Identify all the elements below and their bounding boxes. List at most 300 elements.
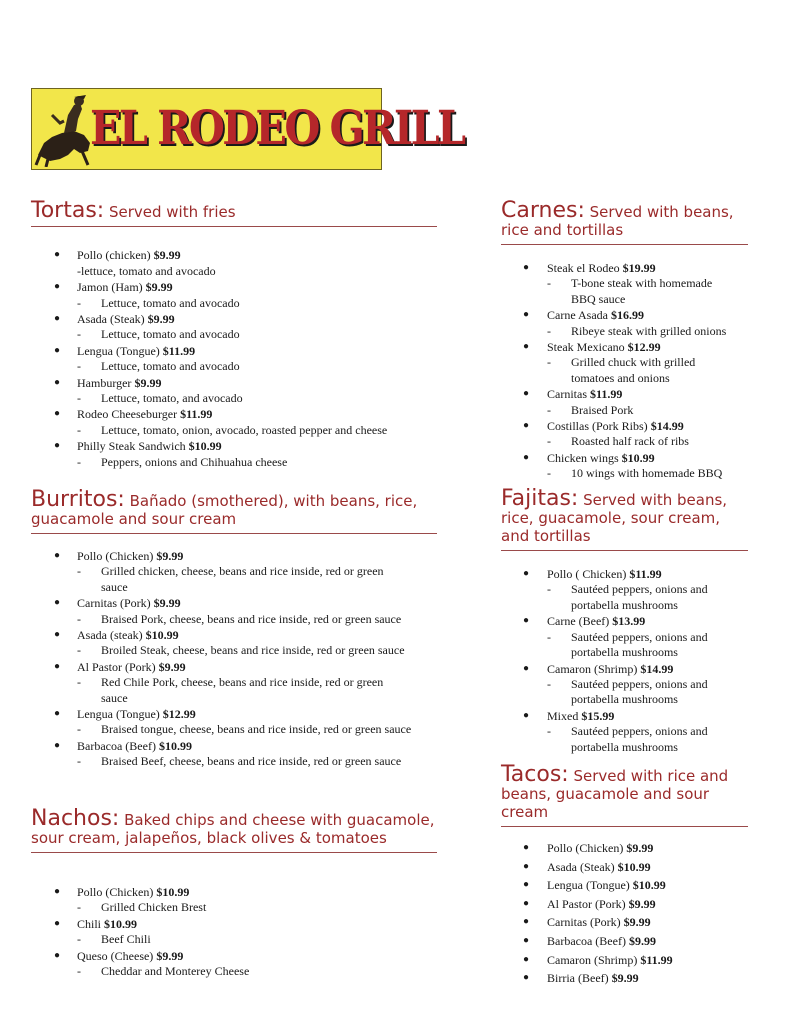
item-price: $10.99 <box>145 628 179 643</box>
item-price: $9.99 <box>153 248 181 262</box>
item-name: Steak el Rodeo <box>547 261 620 275</box>
menu-item-row <box>31 311 437 327</box>
menu-item <box>501 859 748 875</box>
item-description-text: Sautéed peppers, onions and <box>571 676 708 691</box>
item-description <box>501 724 748 740</box>
item-name: Carnitas (Pork) <box>547 915 621 930</box>
item-price: $9.99 <box>153 596 181 611</box>
dash-bullet: - <box>547 402 551 417</box>
bullet-icon: ● <box>523 568 530 579</box>
item-price: $19.99 <box>622 261 656 275</box>
burritos-item-list <box>31 548 437 770</box>
item-price: $15.99 <box>581 708 615 723</box>
bullet-icon: ● <box>523 842 530 853</box>
bullet-icon: ● <box>523 341 530 353</box>
bullet-icon: ● <box>54 408 61 420</box>
item-description-text: sauce <box>101 690 128 705</box>
bullet-icon: ● <box>523 615 530 627</box>
dash-bullet: - <box>77 611 81 626</box>
menu-item <box>31 311 437 343</box>
item-price: $12.99 <box>627 340 661 355</box>
menu-item-row <box>501 339 748 355</box>
bullet-icon: ● <box>523 897 530 909</box>
menu-item <box>501 661 748 708</box>
dash-bullet: - <box>547 724 551 739</box>
dash-bullet: - <box>77 900 81 915</box>
dash-bullet: - <box>77 327 81 342</box>
item-description <box>31 964 437 980</box>
item-description-text: Braised Beef, cheese, beans and rice inside, red or green sauce <box>101 754 402 769</box>
menu-item-row <box>501 933 748 949</box>
item-price: $9.99 <box>628 896 656 911</box>
item-description <box>501 598 748 614</box>
nachos-heading <box>31 806 437 847</box>
tortas-section <box>31 198 437 469</box>
menu-item <box>501 613 748 660</box>
bullet-icon: ● <box>54 313 61 325</box>
menu-item-row <box>31 548 437 564</box>
item-description <box>501 371 748 387</box>
bull-rider-icon <box>34 93 98 167</box>
item-name: Pollo (Chicken) <box>77 549 154 563</box>
item-name: Carne (Beef) <box>547 614 610 629</box>
item-description <box>501 434 748 450</box>
item-description <box>501 355 748 371</box>
bullet-icon: ● <box>523 916 530 928</box>
item-name: Jamon (Ham) <box>77 280 143 295</box>
item-name: Barbacoa (Beef) <box>77 738 156 753</box>
dash-bullet: - <box>77 295 81 310</box>
menu-item <box>31 916 437 948</box>
item-name: Philly Steak Sandwich <box>77 439 186 454</box>
item-price: $11.99 <box>629 567 662 581</box>
tortas-heading <box>31 198 437 223</box>
tacos-section <box>501 762 748 986</box>
item-name: Al Pastor (Pork) <box>77 659 156 674</box>
item-description <box>501 645 748 661</box>
carnes-item-list <box>501 260 748 482</box>
item-name: Barbacoa (Beef) <box>547 933 626 948</box>
fajitas-heading <box>501 486 748 545</box>
item-price: $9.99 <box>156 549 184 563</box>
item-description-text: Lettuce, tomato and avocado <box>101 295 240 310</box>
item-price: $9.99 <box>611 971 639 986</box>
item-name: Carne Asada <box>547 308 608 323</box>
item-price: $12.99 <box>162 707 196 722</box>
item-description-text: Ribeye steak with grilled onions <box>571 323 727 338</box>
item-price: $13.99 <box>612 614 646 629</box>
menu-item <box>31 595 437 627</box>
item-description <box>31 296 437 312</box>
menu-item-row <box>31 343 437 359</box>
section-title: Nachos: <box>31 806 120 831</box>
tortas-item-list <box>31 247 437 470</box>
item-name: Birria (Beef) <box>547 971 609 986</box>
item-price: $9.99 <box>626 841 654 855</box>
section-divider <box>31 226 437 227</box>
item-name: Asada (Steak) <box>547 859 615 874</box>
bullet-icon: ● <box>523 420 530 432</box>
bullet-icon: ● <box>54 886 61 897</box>
nachos-item-list <box>31 884 437 979</box>
dash-bullet: - <box>547 434 551 449</box>
section-subtitle: Served with beans, rice and tortillas <box>501 203 734 239</box>
menu-item-row <box>31 659 437 675</box>
bullet-icon: ● <box>54 440 61 452</box>
menu-item <box>31 247 437 279</box>
burritos-section <box>31 487 437 769</box>
menu-item <box>501 952 748 968</box>
restaurant-logo <box>31 88 464 170</box>
item-description <box>501 466 748 482</box>
item-description <box>501 292 748 308</box>
item-price: $10.99 <box>617 859 651 874</box>
menu-item <box>501 840 748 856</box>
item-description <box>501 740 748 756</box>
item-description-text: Lettuce, tomato and avocado <box>101 327 240 342</box>
nachos-section <box>31 806 437 978</box>
menu-item <box>501 566 748 613</box>
bullet-icon: ● <box>54 629 61 641</box>
bullet-icon: ● <box>523 262 530 273</box>
bullet-icon: ● <box>54 660 61 672</box>
item-price: $9.99 <box>628 933 656 948</box>
menu-item-row <box>501 260 748 276</box>
item-description-text: portabella mushrooms <box>571 692 678 707</box>
item-name: Lengua (Tongue) <box>77 707 160 722</box>
item-name: Queso (Cheese) <box>77 948 154 963</box>
item-price: $14.99 <box>650 419 684 434</box>
item-price: $10.99 <box>156 885 190 899</box>
section-divider <box>501 244 748 245</box>
item-price: $9.99 <box>145 280 173 295</box>
dash-bullet: - <box>77 643 81 658</box>
menu-item <box>31 627 437 659</box>
section-subtitle: Served with beans, rice, guacamole, sour cream, and tortillas <box>501 491 728 545</box>
item-description-text: Braised tongue, cheese, beans and rice inside, red or green sauce <box>101 722 412 737</box>
dash-bullet: - <box>77 359 81 374</box>
item-description-text: Peppers, onions and Chihuahua cheese <box>101 454 288 469</box>
menu-item-row <box>501 840 748 856</box>
bullet-icon: ● <box>54 550 61 561</box>
item-description <box>31 423 437 439</box>
menu-item <box>501 933 748 949</box>
menu-item <box>31 279 437 311</box>
dash-bullet: - <box>547 355 551 370</box>
item-description-text: Broiled Steak, cheese, beans and rice inside, red or green sauce <box>101 643 405 658</box>
menu-item-row <box>31 279 437 295</box>
bullet-icon: ● <box>523 388 530 400</box>
item-name: Camaron (Shrimp) <box>547 661 638 676</box>
item-name: Chili <box>77 916 102 931</box>
menu-item-row <box>31 627 437 643</box>
bullet-icon: ● <box>54 917 61 929</box>
menu-item-row <box>31 916 437 932</box>
menu-item-row <box>31 375 437 391</box>
menu-item <box>501 970 748 986</box>
item-price: $10.99 <box>632 878 666 893</box>
menu-item <box>501 260 748 307</box>
menu-item-row <box>31 706 437 722</box>
bullet-icon: ● <box>54 249 61 260</box>
item-description-text: Sautéed peppers, onions and <box>571 582 708 597</box>
item-description <box>31 391 437 407</box>
item-price: $9.99 <box>134 375 162 390</box>
item-name: Pollo (chicken) <box>77 248 151 262</box>
item-description <box>31 612 437 628</box>
dash-bullet: - <box>547 582 551 597</box>
dash-bullet: - <box>77 675 81 690</box>
menu-item-row <box>31 247 437 263</box>
item-description <box>31 327 437 343</box>
menu-item <box>501 914 748 930</box>
section-subtitle: Bañado (smothered), with beans, rice, guacamole and sour cream <box>31 492 418 528</box>
menu-item <box>501 418 748 450</box>
dash-bullet: - <box>77 422 81 437</box>
item-description-text: 10 wings with homemade BBQ <box>571 466 723 481</box>
item-description-text: Grilled Chicken Brest <box>101 900 207 915</box>
menu-item <box>31 948 437 980</box>
bullet-icon: ● <box>523 972 530 984</box>
tacos-item-list <box>501 840 748 989</box>
item-name: Asada (Steak) <box>77 312 145 327</box>
item-name: Chicken wings <box>547 450 619 465</box>
item-name: Al Pastor (Pork) <box>547 896 626 911</box>
bullet-icon: ● <box>523 451 530 463</box>
menu-item-row <box>31 438 437 454</box>
menu-item-row <box>501 307 748 323</box>
item-description-text: Sautéed peppers, onions and <box>571 629 708 644</box>
menu-item <box>31 738 437 770</box>
item-description-text: T-bone steak with homemade <box>571 276 713 291</box>
item-description <box>501 677 748 693</box>
item-name: Lengua (Tongue) <box>77 343 160 358</box>
menu-item <box>501 307 748 339</box>
bullet-icon: ● <box>54 344 61 356</box>
dash-bullet: - <box>547 629 551 644</box>
item-description-text: portabella mushrooms <box>571 597 678 612</box>
menu-item-row <box>31 884 437 900</box>
item-name: Rodeo Cheeseburger <box>77 407 178 422</box>
item-price: $9.99 <box>623 915 651 930</box>
menu-item-row <box>31 738 437 754</box>
dash-bullet: - <box>77 754 81 769</box>
item-description <box>31 691 437 707</box>
menu-item-row <box>501 418 748 434</box>
item-price: $10.99 <box>158 738 192 753</box>
section-title: Carnes: <box>501 198 585 223</box>
item-description-text: Grilled chuck with grilled <box>571 355 696 370</box>
bullet-icon: ● <box>523 709 530 721</box>
section-title: Fajitas: <box>501 486 579 511</box>
item-description <box>501 324 748 340</box>
fajitas-item-list <box>501 566 748 755</box>
menu-item-row <box>501 613 748 629</box>
menu-item-row <box>501 896 748 912</box>
item-description-text: Sautéed peppers, onions and <box>571 724 708 739</box>
item-description <box>501 403 748 419</box>
item-description-text: Lettuce, tomato, and avocado <box>101 390 243 405</box>
bullet-icon: ● <box>523 860 530 872</box>
item-description <box>31 900 437 916</box>
burritos-heading <box>31 487 437 528</box>
menu-item <box>501 450 748 482</box>
item-price: $9.99 <box>147 312 175 327</box>
section-divider <box>501 826 748 827</box>
section-subtitle: Baked chips and cheese with guacamole, sour cream, jalapeños, black olives & tomatoes <box>31 811 435 847</box>
bullet-icon: ● <box>54 597 61 609</box>
item-description-text: BBQ sauce <box>571 291 626 306</box>
bullet-icon: ● <box>54 739 61 751</box>
menu-item-row <box>31 595 437 611</box>
item-description <box>501 692 748 708</box>
menu-item <box>31 375 437 407</box>
menu-item-row <box>501 877 748 893</box>
section-divider <box>31 852 437 853</box>
dash-bullet: - <box>547 323 551 338</box>
section-title: Tortas: <box>31 198 105 223</box>
item-description <box>31 359 437 375</box>
item-description-text: Braised Pork <box>571 402 634 417</box>
menu-item-row <box>501 450 748 466</box>
item-description-text: Red Chile Pork, cheese, beans and rice inside, red or green <box>101 675 384 690</box>
item-price: $11.99 <box>180 407 213 422</box>
section-subtitle: Served with rice and beans, guacamole and sour cream <box>501 767 729 821</box>
item-name: Costillas (Pork Ribs) <box>547 419 648 434</box>
menu-item-row <box>501 661 748 677</box>
item-description <box>31 580 437 596</box>
bullet-icon: ● <box>54 708 61 720</box>
item-name: Pollo (Chicken) <box>547 841 624 855</box>
section-divider <box>501 550 748 551</box>
item-name: Steak Mexicano <box>547 340 625 355</box>
item-description-text: Grilled chicken, cheese, beans and rice inside, red or green <box>101 564 384 579</box>
item-name: Hamburger <box>77 375 132 390</box>
item-description-text: Beef Chili <box>101 932 151 947</box>
item-name: Pollo (Chicken) <box>77 885 154 899</box>
item-description <box>31 932 437 948</box>
dash-bullet: - <box>77 963 81 978</box>
menu-item-row <box>501 952 748 968</box>
item-price: $14.99 <box>640 661 674 676</box>
menu-item-row <box>501 386 748 402</box>
menu-item <box>501 896 748 912</box>
bullet-icon: ● <box>523 662 530 674</box>
item-price: $9.99 <box>158 659 186 674</box>
item-description-text: sauce <box>101 579 128 594</box>
item-price: $11.99 <box>590 387 623 402</box>
item-description <box>31 722 437 738</box>
menu-item-row <box>501 970 748 986</box>
item-price: $9.99 <box>156 948 184 963</box>
menu-item <box>501 339 748 386</box>
dash-bullet: - <box>547 466 551 481</box>
item-description-text: Lettuce, tomato and avocado <box>101 359 240 374</box>
menu-item <box>31 438 437 470</box>
item-price: $16.99 <box>610 308 644 323</box>
menu-item <box>31 884 437 916</box>
menu-item-row <box>501 566 748 582</box>
dash-bullet: - <box>547 676 551 691</box>
item-name: Pollo ( Chicken) <box>547 567 627 581</box>
item-description <box>31 564 437 580</box>
dash-bullet: - <box>77 932 81 947</box>
item-price: $10.99 <box>104 916 138 931</box>
menu-item <box>501 386 748 418</box>
item-name: Lengua (Tongue) <box>547 878 630 893</box>
section-subtitle: Served with fries <box>108 203 236 221</box>
item-description-text: portabella mushrooms <box>571 645 678 660</box>
dash-bullet: - <box>77 390 81 405</box>
item-name: Carnitas <box>547 387 587 402</box>
menu-item-row <box>501 708 748 724</box>
fajitas-section <box>501 486 748 754</box>
menu-item <box>501 877 748 893</box>
logo-text: EL RODEO GRILL <box>90 101 464 156</box>
menu-item-row <box>501 859 748 875</box>
bullet-icon: ● <box>54 376 61 388</box>
bullet-icon: ● <box>54 281 61 293</box>
bullet-icon: ● <box>54 949 61 961</box>
item-description <box>501 276 748 292</box>
item-description-text: Cheddar and Monterey Cheese <box>101 963 250 978</box>
item-description <box>31 675 437 691</box>
menu-item-row <box>31 406 437 422</box>
dash-bullet: - <box>77 564 81 579</box>
tacos-heading <box>501 762 748 821</box>
item-description-text: tomatoes and onions <box>571 370 670 385</box>
menu-item <box>31 659 437 706</box>
item-description-text: portabella mushrooms <box>571 739 678 754</box>
item-name: Asada (steak) <box>77 628 143 643</box>
menu-item-row <box>501 914 748 930</box>
item-name: Mixed <box>547 708 579 723</box>
item-description-text: Roasted half rack of ribs <box>571 434 689 449</box>
item-description: -lettuce, tomato and avocado <box>77 264 216 279</box>
menu-item <box>31 706 437 738</box>
item-price: $11.99 <box>162 343 196 358</box>
item-description <box>31 643 437 659</box>
carnes-heading <box>501 198 748 239</box>
item-price: $10.99 <box>621 450 655 465</box>
menu-item <box>31 343 437 375</box>
item-price: $10.99 <box>188 439 222 454</box>
item-price: $11.99 <box>640 952 673 967</box>
item-description <box>501 630 748 646</box>
bullet-icon: ● <box>523 934 530 946</box>
item-description <box>501 582 748 598</box>
section-title: Burritos: <box>31 487 125 512</box>
bullet-icon: ● <box>523 309 530 321</box>
dash-bullet: - <box>547 276 551 291</box>
bullet-icon: ● <box>523 879 530 891</box>
menu-item <box>31 406 437 438</box>
section-divider <box>31 533 437 534</box>
menu-item <box>501 708 748 755</box>
carnes-section <box>501 198 748 481</box>
item-description <box>31 455 437 471</box>
bullet-icon: ● <box>523 953 530 965</box>
item-name: Carnitas (Pork) <box>77 596 151 611</box>
menu-item-row <box>31 948 437 964</box>
item-description-text: Braised Pork, cheese, beans and rice inside, red or green sauce <box>101 611 402 626</box>
menu-item <box>31 548 437 595</box>
item-description <box>31 754 437 770</box>
item-name: Camaron (Shrimp) <box>547 952 638 967</box>
dash-bullet: - <box>77 454 81 469</box>
item-description-text: Lettuce, tomato, onion, avocado, roasted pepper and cheese <box>101 422 388 437</box>
section-title: Tacos: <box>501 762 569 787</box>
